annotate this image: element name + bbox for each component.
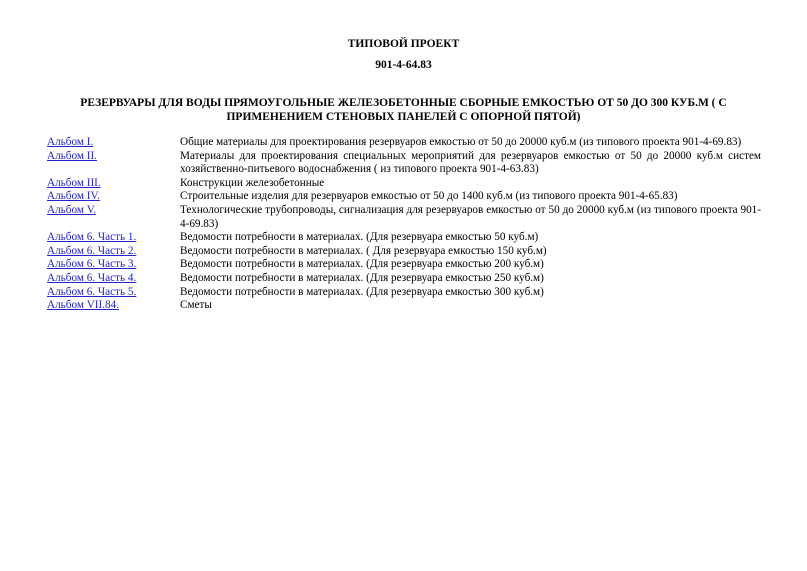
album-link-1[interactable]: Альбом I. [47, 136, 94, 148]
album-link-4[interactable]: Альбом IV. [47, 190, 100, 203]
album-description-2: Материалы для проектирования специальных мероприятий для резервуаров емкостью от 50 до 20000 куб.м систем хозяйственно-питьевого водоснабжения ( из типового проекта 901-4-63.83) [180, 149, 761, 176]
album-row-5 [47, 204, 761, 231]
album-link-11[interactable]: Альбом VII.84. [47, 299, 120, 312]
album-row-2 [47, 150, 761, 177]
album-row-7 [47, 245, 761, 259]
album-description-11: Сметы [180, 299, 212, 312]
album-row-11 [47, 299, 761, 313]
album-link-9[interactable]: Альбом 6. Часть 4. [47, 271, 137, 284]
album-link-5[interactable]: Альбом V. [47, 203, 97, 216]
album-row-4 [47, 190, 761, 204]
album-link-6[interactable]: Альбом 6. Часть 1. [47, 231, 137, 244]
album-description-10: Ведомости потребности в материалах. (Для резервуара емкостью 300 куб.м) [180, 285, 544, 298]
album-link-3[interactable]: Альбом III. [47, 176, 101, 189]
album-row-3 [47, 177, 761, 191]
project-label: ТИПОВОЙ ПРОЕКТ [347, 38, 460, 50]
album-link-2[interactable]: Альбом II. [47, 149, 97, 162]
album-description-4: Строительные изделия для резервуаров емкостью от 50 до 1400 куб.м (из типового проекта 901-4-65.83) [180, 190, 678, 203]
album-row-10 [47, 286, 761, 300]
album-description-7: Ведомости потребности в материалах. ( Для резервуара емкостью 150 куб.м) [180, 244, 547, 257]
document-title: РЕЗЕРВУАРЫ ДЛЯ ВОДЫ ПРЯМОУГОЛЬНЫЕ ЖЕЛЕЗОБЕТОННЫЕ СБОРНЫЕ ЕМКОСТЬЮ ОТ 50 ДО 300 КУБ.М ( С ПРИМЕНЕНИЕМ СТЕНОВЫХ ПАНЕЛЕЙ С ОПОРНОЙ ПЯТОЙ) [80, 97, 727, 123]
album-row-9 [47, 272, 761, 286]
album-row-1 [47, 136, 761, 150]
album-list [47, 136, 761, 313]
album-row-6 [47, 231, 761, 245]
album-link-7[interactable]: Альбом 6. Часть 2. [47, 244, 137, 257]
album-description-9: Ведомости потребности в материалах. (Для резервуара емкостью 250 куб.м) [180, 271, 544, 284]
album-description-6: Ведомости потребности в материалах. (Для резервуара емкостью 50 куб.м) [180, 231, 539, 244]
album-link-10[interactable]: Альбом 6. Часть 5. [47, 285, 137, 298]
album-row-8 [47, 258, 761, 272]
album-description-1: Общие материалы для проектирования резервуаров емкостью от 50 до 20000 куб.м (из типового проекта 901-4-69.83) [180, 136, 742, 148]
album-description-8: Ведомости потребности в материалах. (Для резервуара емкостью 200 куб.м) [180, 258, 544, 271]
album-description-5: Технологические трубопроводы, сигнализация для резервуаров емкостью от 50 до 20000 куб.м (из типового проекта 901-4-69.83) [180, 203, 761, 230]
album-link-8[interactable]: Альбом 6. Часть 3. [47, 258, 137, 271]
project-number: 901-4-64.83 [375, 59, 432, 71]
album-description-3: Конструкции железобетонные [180, 176, 325, 189]
